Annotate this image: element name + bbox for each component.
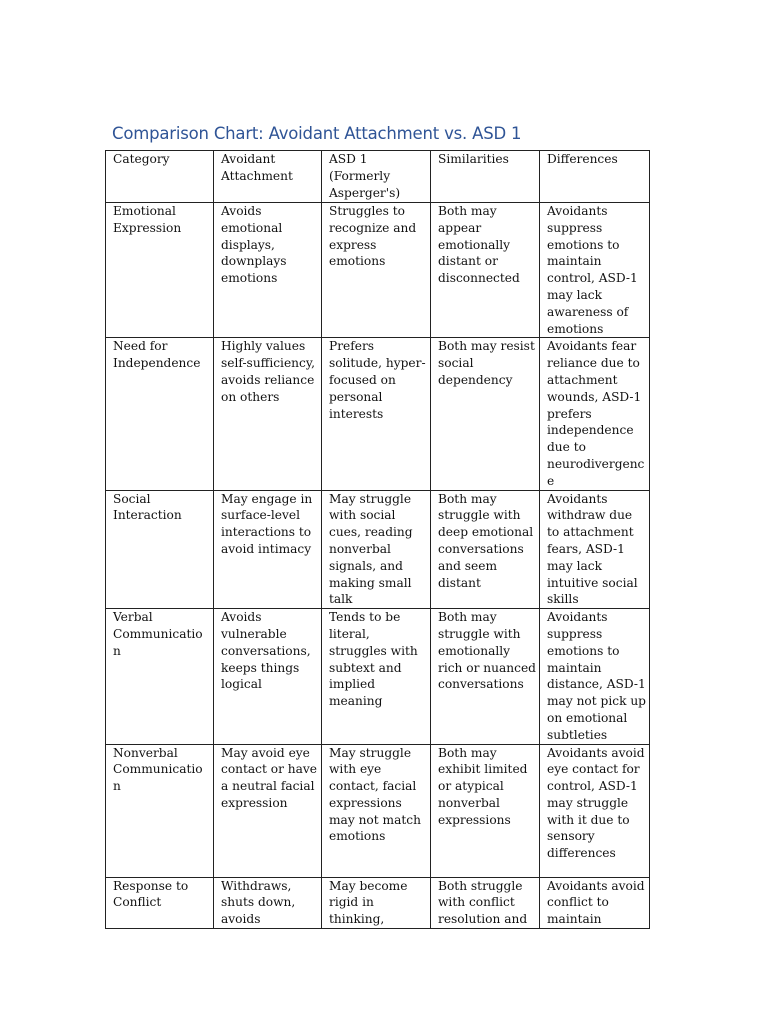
cell-text: Social Interaction (113, 491, 182, 523)
table-cell (214, 609, 322, 744)
table-cell (214, 203, 322, 338)
table-row (106, 744, 650, 877)
table-row (106, 338, 650, 490)
header-text: ASD 1 (Formerly Asperger's) (329, 152, 401, 200)
cell-text: Avoids emotional displays, downplays emotions (221, 204, 287, 286)
cell-text: Both may struggle with emotionally rich or nuanced conversations (438, 610, 536, 692)
table-row (106, 203, 650, 338)
table-cell (322, 744, 431, 877)
table-cell (106, 877, 214, 928)
table-cell (106, 744, 214, 877)
cell-text: May struggle with eye contact, facial expressions may not match emotions (329, 745, 421, 844)
table-cell (322, 203, 431, 338)
table-cell (540, 877, 650, 928)
table-cell (106, 338, 214, 490)
header-cell-differences (540, 151, 650, 203)
header-text: Avoidant Attachment (221, 152, 293, 183)
cell-text: Nonverbal Communication (113, 745, 203, 794)
table-cell (106, 609, 214, 744)
table-cell (540, 490, 650, 609)
cell-text: Response to Conflict (113, 878, 189, 910)
cell-text: Avoidants fear reliance due to attachment wounds, ASD-1 prefers independence due to neurodivergence (547, 339, 645, 488)
cell-text: May avoid eye contact or have a neutral facial expression (221, 745, 318, 810)
table-cell (431, 203, 540, 338)
cell-text: May engage in surface-level interactions to avoid intimacy (221, 491, 313, 556)
table-cell (322, 338, 431, 490)
header-text: Category (113, 152, 170, 166)
cell-text: Struggles to recognize and express emotions (329, 204, 417, 269)
header-cell-avoidant (214, 151, 322, 203)
cell-text: May become rigid in thinking, (329, 878, 408, 927)
table-cell (540, 744, 650, 877)
table-cell (322, 490, 431, 609)
cell-text: Avoidants avoid conflict to maintain (547, 878, 645, 927)
cell-text: Highly values self-sufficiency, avoids reliance on others (221, 339, 315, 404)
header-text: Similarities (438, 152, 509, 166)
table-cell (322, 877, 431, 928)
table-cell (431, 490, 540, 609)
cell-text: May struggle with social cues, reading nonverbal signals, and making small talk (329, 491, 413, 607)
cell-text: Avoidants withdraw due to attachment fears, ASD-1 may lack intuitive social skills (547, 491, 638, 607)
table-row (106, 877, 650, 928)
cell-text: Both may exhibit limited or atypical nonverbal expressions (438, 745, 528, 827)
table-cell (214, 338, 322, 490)
table-row (106, 609, 650, 744)
comparison-table (105, 150, 650, 929)
table-cell (431, 744, 540, 877)
cell-text: Avoidants avoid eye contact for control, ASD-1 may struggle with it due to sensory differences (547, 745, 645, 861)
table-cell (540, 609, 650, 744)
table-cell (431, 877, 540, 928)
cell-text: Prefers solitude, hyper-focused on personal interests (329, 339, 426, 421)
table-header-row (106, 151, 650, 203)
header-text: Differences (547, 152, 618, 166)
cell-text: Tends to be literal, struggles with subtext and implied meaning (329, 610, 418, 709)
cell-text: Both struggle with conflict resolution and (438, 878, 528, 927)
table-cell (106, 203, 214, 338)
cell-text: Both may struggle with deep emotional conversations and seem distant (438, 491, 534, 590)
table-cell (540, 203, 650, 338)
table-cell (106, 490, 214, 609)
cell-text: Both may appear emotionally distant or disconnected (438, 204, 520, 286)
cell-text: Withdraws, shuts down, avoids (221, 878, 296, 927)
header-cell-asd1 (322, 151, 431, 203)
page-title: Comparison Chart: Avoidant Attachment vs. ASD 1 (112, 124, 522, 143)
header-cell-similarities (431, 151, 540, 203)
cell-text: Avoidants suppress emotions to maintain distance, ASD-1 may not pick up on emotional subtleties (547, 610, 646, 742)
cell-text: Need for Independence (113, 339, 201, 371)
table-cell (431, 338, 540, 490)
table-cell (214, 490, 322, 609)
cell-text: Emotional Expression (113, 204, 182, 235)
cell-text: Avoidants suppress emotions to maintain control, ASD-1 may lack awareness of emotions (547, 204, 638, 336)
table-row (106, 490, 650, 609)
cell-text: Avoids vulnerable conversations, keeps things logical (221, 610, 311, 692)
table-cell (214, 744, 322, 877)
table-cell (214, 877, 322, 928)
cell-text: Verbal Communication (113, 610, 203, 658)
table-cell (540, 338, 650, 490)
cell-text: Both may resist social dependency (438, 339, 535, 387)
table-cell (431, 609, 540, 744)
header-cell-category (106, 151, 214, 203)
table-cell (322, 609, 431, 744)
